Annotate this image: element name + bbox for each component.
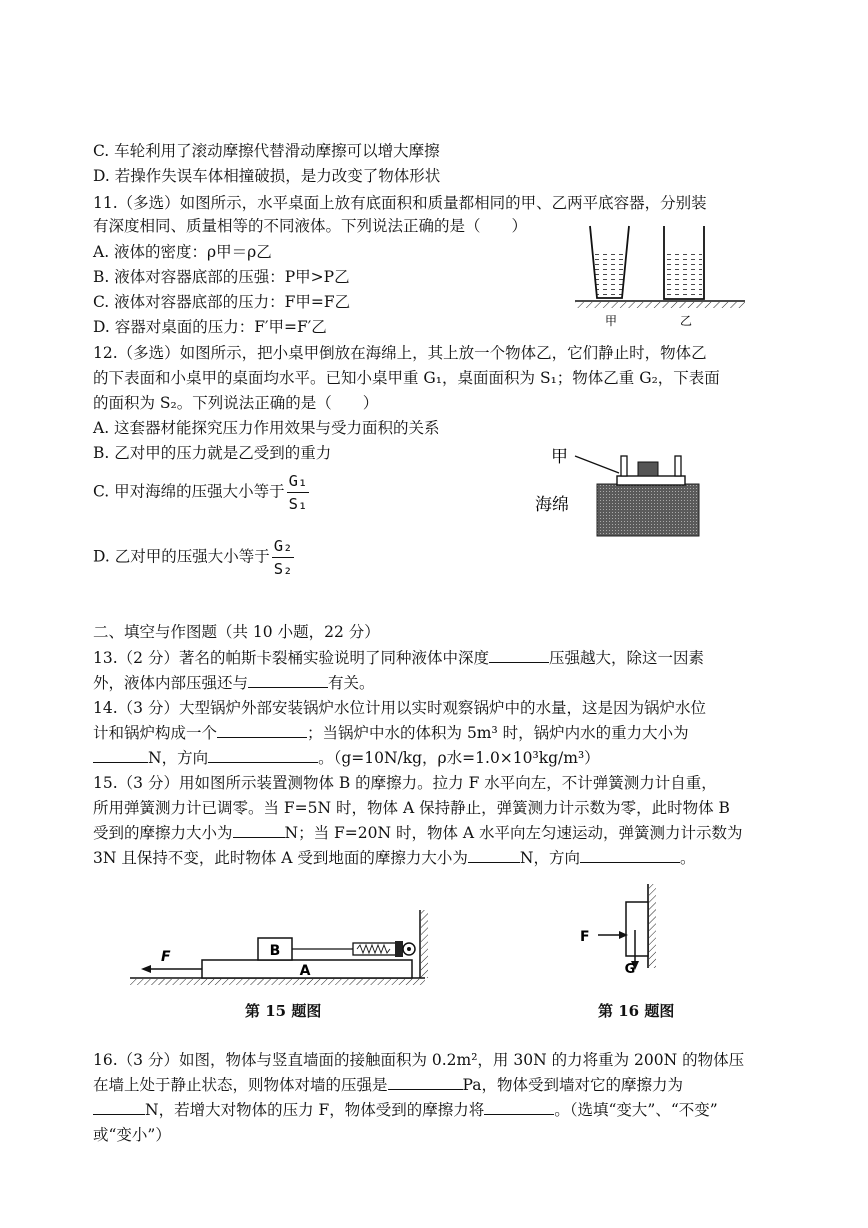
q15-line2: 所用弹簧测力计已调零。当 F=5N 时，物体 A 保持静止，弹簧测力计示数为零，此时物体 B [93,799,730,817]
q15-text-4c: 。 [679,849,696,867]
q11-option-d: D. 容器对桌面的压力：F′甲=F′乙 [93,318,327,336]
q11-option-b: B. 液体对容器底部的压强：P甲>P乙 [93,268,350,286]
q16-text-3b: 。（选填“变大”、“不变” [554,1101,718,1119]
q16-line3 [93,1100,718,1120]
answer-blank[interactable] [233,823,285,838]
q16-line4: 或“变小”） [93,1126,171,1144]
label-b: B [269,943,281,959]
q12-option-c [93,470,309,515]
q16-text-2a: 在墙上处于静止状态，则物体对墙的压强是 [93,1076,388,1094]
fraction-g2-s2 [272,535,295,580]
q11-option-a: A. 液体的密度：ρ甲＝ρ乙 [93,243,272,261]
fraction-g1-s1 [287,470,310,515]
answer-blank[interactable] [93,748,148,763]
q15-text-3a: 受到的摩擦力大小为 [93,824,233,842]
q11-figure [570,222,750,334]
q16-text-2b: Pa，物体受到墙对它的摩擦力为 [462,1076,683,1094]
q15-figure [125,905,435,995]
q12-stem-line3: 的面积为 S₂。下列说法正确的是（ ） [93,394,379,412]
fraction-denominator: S₁ [288,495,308,513]
q12-option-d-text: D. 乙对甲的压强大小等于 [93,547,270,566]
label-f: F [580,929,590,945]
answer-blank[interactable] [580,848,680,863]
q15-figure-caption: 第 15 题图 [245,1002,322,1020]
q16-line2 [93,1075,683,1095]
label-a: A [299,963,311,979]
q11-label-jia: 甲 [604,314,618,328]
container-jia [593,250,626,298]
table-top [617,476,685,485]
answer-blank[interactable] [388,1075,463,1090]
q16-line1: 16.（3 分）如图，物体与竖直墙面的接触面积为 0.2m²，用 30N 的力将重为 200N 的物体压 [93,1051,745,1069]
q14-line3 [93,748,600,768]
fraction-denominator: S₂ [273,560,293,578]
q10-option-c: C. 车轮利用了滚动摩擦代替滑动摩擦可以增大摩擦 [93,142,440,160]
q12-label-jia: 甲 [551,447,568,467]
q12-stem-line1: 12.（多选）如图所示，把小桌甲倒放在海绵上，其上放一个物体乙，它们静止时，物体乙 [93,344,707,362]
label-g: G [624,962,636,975]
q15-text-4a: 3N 且保持不变，此时物体 A 受到地面的摩擦力大小为 [93,849,468,867]
q14-text-3b: 。（g=10N/kg，ρ水=1.0×10³kg/m³） [318,749,600,767]
q12-figure [525,440,715,540]
q12-option-b: B. 乙对甲的压力就是乙受到的重力 [93,444,332,462]
q13-text-2a: 外，液体内部压强还与 [93,674,249,692]
q12-option-c-text: C. 甲对海绵的压强大小等于 [93,482,285,501]
arrow-left-icon [141,965,151,973]
q12-label-sponge: 海绵 [535,495,569,515]
q14-text-2a: 计和锅炉构成一个 [93,724,218,742]
q12-stem-line2: 的下表面和小桌甲的桌面均水平。已知小桌甲重 G₁，桌面面积为 S₁；物体乙重 G₂，下表面 [93,369,720,387]
q15-line3 [93,823,743,843]
q14-text-3a: N，方向 [148,749,209,767]
answer-blank[interactable] [468,848,520,863]
q13-text-1b: 压强越大，除这一因素 [548,649,704,667]
q13-line2 [93,673,375,693]
fraction-numerator: G₂ [272,535,295,558]
label-f: F [161,949,171,965]
q15-line1: 15.（3 分）用如图所示装置测物体 B 的摩擦力。拉力 F 水平向左，不计弹簧测力计自重， [93,774,717,792]
q16-text-3a: N，若增大对物体的压力 F，物体受到的摩擦力将 [145,1101,485,1119]
q13-text-2b: 有关。 [328,674,375,692]
q13-line1 [93,648,704,668]
q11-stem-line2: 有深度相同、质量相等的不同液体。下列说法正确的是（ ） [93,217,528,235]
answer-blank[interactable] [489,648,549,663]
object-yi [638,462,658,476]
fraction-numerator: G₁ [287,470,310,493]
answer-blank[interactable] [208,748,318,763]
q10-option-d: D. 若操作失误车体相撞破损，是力改变了物体形状 [93,167,441,185]
answer-blank[interactable] [93,1100,145,1115]
section-title: 二、填空与作图题（共 10 小题，22 分） [93,623,380,641]
q15-text-4b: N，方向 [519,849,580,867]
q14-line1: 14.（3 分）大型锅炉外部安装锅炉水位计用以实时观察锅炉中的水量，这是因为锅炉水位 [93,699,706,717]
answer-blank[interactable] [484,1100,554,1115]
q11-stem-line1: 11.（多选）如图所示，水平桌面上放有底面积和质量都相同的甲、乙两平底容器，分别装 [93,194,707,212]
q16-figure-caption: 第 16 题图 [598,1002,675,1020]
q13-text-1a: 13.（2 分）著名的帕斯卡裂桶实验说明了同种液体中深度 [93,649,489,667]
q16-figure [572,880,672,975]
q11-option-c: C. 液体对容器底部的压力：F甲=F乙 [93,293,351,311]
q12-option-d [93,535,294,580]
q12-option-a: A. 这套器材能探究压力作用效果与受力面积的关系 [93,419,440,437]
container-yi [666,250,702,298]
answer-blank[interactable] [217,723,307,738]
q15-text-3b: N；当 F=20N 时，物体 A 水平向左匀速运动，弹簧测力计示数为 [284,824,743,842]
q14-line2 [93,723,689,743]
q14-text-2b: ；当锅炉中水的体积为 5m³ 时，锅炉内水的重力大小为 [307,724,689,742]
q11-label-yi: 乙 [679,314,693,328]
answer-blank[interactable] [248,673,328,688]
q15-line4 [93,848,696,868]
block [626,902,648,956]
sponge-block [597,484,699,536]
